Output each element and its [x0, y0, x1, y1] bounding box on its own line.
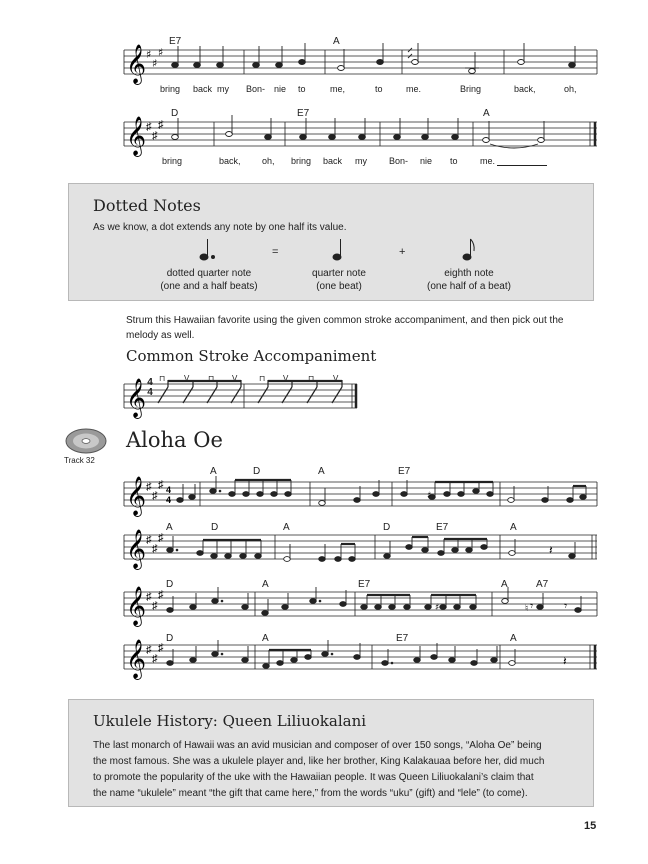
svg-text:𝄽: 𝄽 — [549, 543, 553, 557]
time-signature: 4 4 — [147, 377, 153, 398]
chord-label: A — [510, 633, 517, 644]
lyric: Bon- — [246, 84, 266, 94]
lyric: me. — [406, 84, 422, 94]
svg-text:♯: ♯ — [146, 481, 152, 493]
treble-clef-icon: 𝄞 — [126, 378, 147, 418]
svg-text:♮: ♮ — [525, 604, 529, 614]
chord-label: E7 — [396, 633, 409, 644]
chord-label: D — [166, 633, 174, 644]
chord-label: A — [510, 522, 517, 533]
down-stroke-mark: ⊓ — [308, 374, 315, 383]
chord-label: A — [166, 522, 173, 533]
chord-label: A — [283, 522, 290, 533]
svg-text:♯: ♯ — [146, 534, 152, 546]
treble-clef-icon: 𝄞 — [126, 44, 147, 84]
lyric: bring — [162, 156, 183, 166]
history-body: The last monarch of Hawaii was an avid musician and composer of over 150 songs, “Aloha Oe” being the most famous. She was a ukulele player and, like her brother, King Kalakauaa before her, did much to promote the popularity of the uke with the Hawaiian people. It was Queen Liliuokalani’s claim that the name “ukulele” meant “the gift that came here,” from the words “uku” (gift) and “lele” (to come). — [93, 740, 545, 799]
chord-label: E7 — [436, 522, 449, 533]
music-system-2 — [0, 100, 648, 170]
lyric: nie — [420, 156, 433, 166]
dotted-notes-intro: As we know, a dot extends any note by one half its value. — [93, 222, 347, 233]
lyric: back, — [514, 84, 536, 94]
page-number: 15 — [584, 820, 597, 832]
chord-label: E7 — [358, 579, 371, 590]
history-panel — [68, 699, 594, 807]
chord-label: A7 — [536, 579, 549, 590]
svg-text:𝄽: 𝄽 — [563, 654, 567, 668]
svg-text:4: 4 — [166, 485, 172, 495]
song-title: Aloha Oe — [126, 428, 223, 452]
svg-text:♯: ♯ — [158, 479, 164, 491]
chord-label: D — [253, 466, 261, 477]
eighth-caption: eighth note (one half of a beat) — [427, 268, 511, 292]
chord-label: A — [333, 36, 340, 47]
down-stroke-mark: ⊓ — [208, 374, 215, 383]
strum-instructions: Strum this Hawaiian favorite using the given common stroke accompaniment, and then pick out the melody as well. — [126, 315, 564, 341]
dotted-notes-title: Dotted Notes — [93, 196, 201, 215]
lyric: back, — [219, 156, 241, 166]
up-stroke-mark: V — [232, 374, 238, 383]
lyric: nie — [274, 84, 287, 94]
lyric: oh, — [564, 84, 577, 94]
lyric: my — [217, 84, 229, 94]
svg-text:♯: ♯ — [158, 532, 164, 544]
svg-text:𝄞: 𝄞 — [126, 586, 147, 626]
common-stroke-staff — [0, 370, 648, 420]
svg-text:♯: ♯ — [152, 57, 158, 70]
lyric: to — [298, 84, 306, 94]
svg-text:𝄾: 𝄾 — [564, 599, 568, 613]
lyric: oh, — [262, 156, 275, 166]
svg-text:♯: ♯ — [427, 491, 432, 501]
chord-label: A — [483, 108, 490, 119]
lyric: my — [355, 156, 367, 166]
svg-text:𝄞: 𝄞 — [126, 529, 147, 569]
plus-sign: + — [399, 246, 406, 258]
chord-label: D — [211, 522, 219, 533]
lyric: me. — [480, 156, 496, 166]
dotted-notes-panel — [68, 183, 594, 301]
chord-label: D — [166, 579, 174, 590]
cd-icon[interactable] — [64, 425, 108, 457]
equals-sign: = — [272, 246, 279, 258]
treble-clef-icon: 𝄞 — [126, 116, 147, 156]
lyric: bring — [160, 84, 181, 94]
aloha-oe-score — [0, 460, 648, 685]
staff-1 — [0, 0, 648, 100]
up-stroke-mark: V — [184, 374, 190, 383]
down-stroke-mark: ⊓ — [159, 374, 166, 383]
svg-text:♯: ♯ — [146, 121, 152, 133]
svg-text:𝄾: 𝄾 — [530, 599, 534, 613]
lyric-extender-line — [497, 165, 547, 166]
chord-label: A — [501, 579, 508, 590]
svg-text:♯: ♯ — [146, 48, 152, 61]
chord-label: D — [383, 522, 391, 533]
svg-text:♯: ♯ — [158, 119, 164, 131]
svg-text:♯: ♯ — [152, 543, 158, 555]
chord-label: A — [318, 466, 325, 477]
chord-label: E7 — [398, 466, 411, 477]
svg-text:♯: ♯ — [146, 644, 152, 656]
chord-label: E7 — [297, 108, 310, 119]
dotted-quarter-caption: dotted quarter note (one and a half beats) — [160, 268, 258, 292]
svg-text:♯: ♯ — [158, 642, 164, 654]
lyric: bring — [291, 156, 312, 166]
quarter-caption: quarter note (one beat) — [312, 268, 366, 292]
svg-text:♯: ♯ — [146, 591, 152, 603]
lyric: back — [193, 84, 213, 94]
music-system-1 — [0, 0, 648, 100]
chord-label: A — [262, 633, 269, 644]
lyric: Bring — [460, 84, 482, 94]
lyric: Bon- — [389, 156, 409, 166]
up-stroke-mark: V — [283, 374, 289, 383]
svg-text:♯: ♯ — [158, 589, 164, 601]
chord-label: A — [262, 579, 269, 590]
svg-text:4: 4 — [166, 495, 172, 505]
svg-text:♯: ♯ — [152, 653, 158, 665]
svg-text:𝄞: 𝄞 — [126, 639, 147, 679]
history-title: Ukulele History: Queen Liliuokalani — [93, 712, 367, 730]
chord-label: A — [210, 466, 217, 477]
svg-text:♯: ♯ — [152, 600, 158, 612]
svg-text:𝄞: 𝄞 — [126, 476, 147, 516]
lyric: me, — [330, 84, 346, 94]
down-stroke-mark: ⊓ — [259, 374, 266, 383]
lyric: to — [375, 84, 383, 94]
svg-text:♯: ♯ — [435, 603, 440, 613]
chord-label: D — [171, 108, 179, 119]
track-label: Track 32 — [64, 456, 95, 465]
up-stroke-mark: V — [333, 374, 339, 383]
lyric: back — [323, 156, 343, 166]
svg-text:♯: ♯ — [158, 46, 164, 59]
chord-label: E7 — [169, 36, 182, 47]
common-stroke-title: Common Stroke Accompaniment — [126, 347, 377, 365]
svg-text:♯: ♯ — [152, 130, 158, 142]
lyric: to — [450, 156, 458, 166]
svg-text:♯: ♯ — [152, 490, 158, 502]
